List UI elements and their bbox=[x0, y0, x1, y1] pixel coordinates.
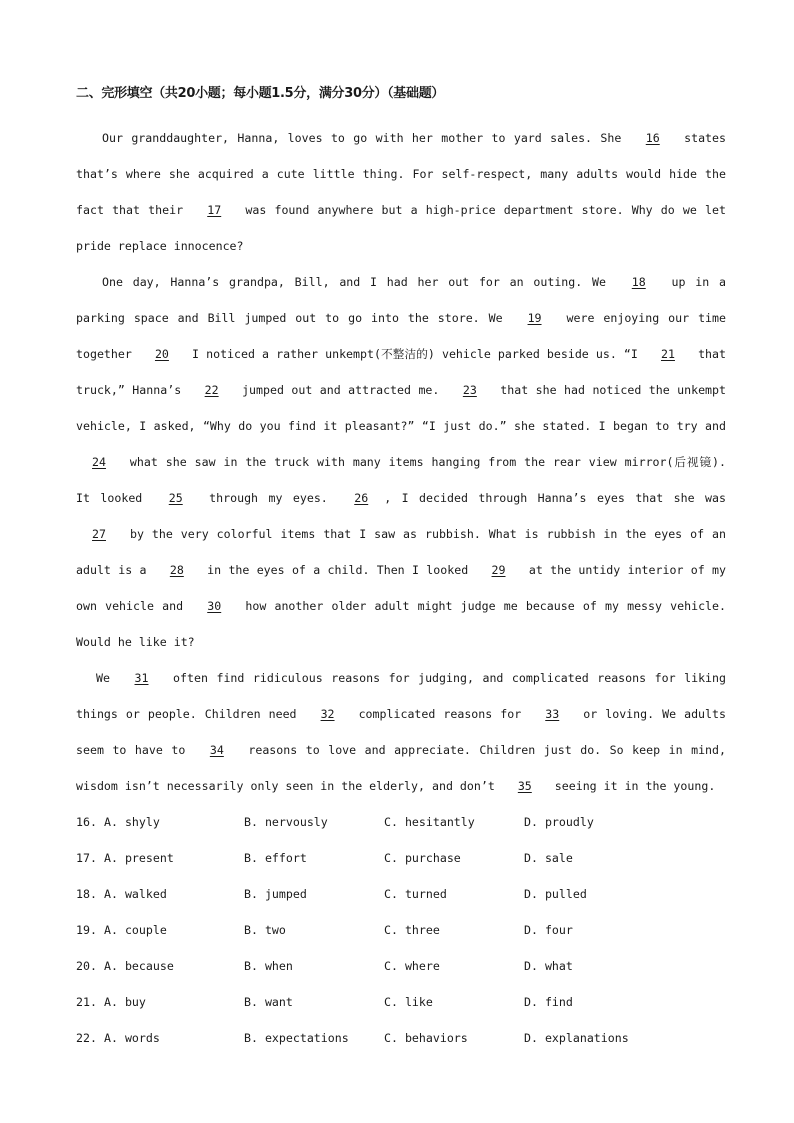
option-a: A. present bbox=[104, 851, 174, 865]
option-c: C. purchase bbox=[384, 851, 461, 865]
text: was found anywhere but a high-price department store. Why do we let pride replace innocence? bbox=[76, 203, 726, 253]
passage-paragraph-2 bbox=[76, 264, 726, 660]
text: at the untidy interior of my own vehicle and bbox=[76, 563, 727, 613]
question-20 bbox=[76, 948, 726, 984]
blank-21: 21 bbox=[660, 347, 675, 361]
option-d: D. what bbox=[524, 959, 573, 973]
option-b: B. want bbox=[244, 995, 293, 1009]
question-number: 16. bbox=[76, 815, 97, 829]
question-number: 20. bbox=[76, 959, 97, 973]
blank-20: 20 bbox=[154, 347, 169, 361]
section-heading: 二、完形填空（共20小题；每小题1.5分，满分30分）（基础题） bbox=[76, 86, 445, 101]
option-d: D. find bbox=[524, 995, 573, 1009]
option-c: C. like bbox=[384, 995, 433, 1009]
text: in the eyes of a child. Then I looked bbox=[199, 563, 476, 577]
text: reasons to love and appreciate. Children just do. So keep in mind, wisdom isn’t necessarily only seen in the elderly, and don’t bbox=[76, 743, 726, 793]
option-b: B. when bbox=[244, 959, 293, 973]
option-c: C. turned bbox=[384, 887, 447, 901]
option-b: B. effort bbox=[244, 851, 307, 865]
text: , I decided through Hanna’s eyes that she was bbox=[384, 491, 726, 505]
text: through my eyes. bbox=[198, 491, 339, 505]
text: by the very colorful items that I saw as rubbish. What is rubbish in the eyes of an adult is a bbox=[76, 527, 726, 577]
text: Our granddaughter, Hanna, loves to go with her mother to yard sales. She bbox=[102, 131, 630, 145]
option-b: B. two bbox=[244, 923, 286, 937]
text: how another older adult might judge me because of my messy vehicle. Would he like it? bbox=[76, 599, 726, 649]
text: seeing it in the young. bbox=[547, 779, 716, 793]
blank-24: 24 bbox=[92, 455, 106, 469]
blank-19: 19 bbox=[527, 311, 542, 325]
text: jumped out and attracted me. bbox=[234, 383, 447, 397]
text: were enjoying our time together bbox=[76, 311, 726, 361]
text: that truck,” Hanna’s bbox=[76, 347, 726, 397]
blank-35: 35 bbox=[517, 779, 532, 793]
option-d: D. pulled bbox=[524, 887, 587, 901]
text: often find ridiculous reasons for judging, and complicated reasons for liking things or people. Children need bbox=[76, 671, 726, 721]
option-d: D. explanations bbox=[524, 1031, 629, 1045]
option-a: A. because bbox=[104, 959, 174, 973]
option-d: D. proudly bbox=[524, 815, 594, 829]
blank-18: 18 bbox=[631, 275, 646, 289]
blank-34: 34 bbox=[209, 743, 224, 757]
option-a: A. shyly bbox=[104, 815, 160, 829]
passage-paragraph-1 bbox=[76, 120, 726, 264]
option-c: C. three bbox=[384, 923, 440, 937]
question-number: 21. bbox=[76, 995, 97, 1009]
option-c: C. behaviors bbox=[384, 1031, 468, 1045]
option-b: B. expectations bbox=[244, 1031, 349, 1045]
text: states that’s where she acquired a cute little thing. For self-respect, many adults would hide the fact that their bbox=[76, 131, 726, 217]
question-17 bbox=[76, 840, 726, 876]
question-number: 18. bbox=[76, 887, 97, 901]
blank-29: 29 bbox=[491, 563, 506, 577]
option-a: A. words bbox=[104, 1031, 160, 1045]
blank-16: 16 bbox=[645, 131, 660, 145]
text: One day, Hanna’s grandpa, Bill, and I had her out for an outing. We bbox=[102, 275, 616, 289]
blank-25: 25 bbox=[168, 491, 183, 505]
blank-23: 23 bbox=[462, 383, 477, 397]
text: I noticed a rather unkempt(不整洁的) vehicle parked beside us. “I bbox=[184, 347, 645, 361]
question-number: 17. bbox=[76, 851, 97, 865]
option-d: D. four bbox=[524, 923, 573, 937]
exam-page bbox=[76, 84, 726, 1056]
question-21 bbox=[76, 984, 726, 1020]
blank-22: 22 bbox=[204, 383, 219, 397]
text: that she had noticed the unkempt vehicle, I asked, “Why do you find it pleasant?” “I just do.” she stated. I began to try and bbox=[76, 383, 726, 433]
blank-27: 27 bbox=[92, 527, 106, 541]
option-d: D. sale bbox=[524, 851, 573, 865]
text: We bbox=[96, 671, 119, 685]
blank-28: 28 bbox=[169, 563, 184, 577]
option-c: C. hesitantly bbox=[384, 815, 475, 829]
blank-30: 30 bbox=[207, 599, 222, 613]
option-c: C. where bbox=[384, 959, 440, 973]
passage-paragraph-3 bbox=[76, 660, 726, 804]
option-a: A. couple bbox=[104, 923, 167, 937]
question-16 bbox=[76, 804, 726, 840]
option-a: A. buy bbox=[104, 995, 146, 1009]
question-number: 22. bbox=[76, 1031, 97, 1045]
option-a: A. walked bbox=[104, 887, 167, 901]
option-b: B. nervously bbox=[244, 815, 328, 829]
text: up in a parking space and Bill jumped out to go into the store. We bbox=[76, 275, 726, 325]
blank-26: 26 bbox=[354, 491, 369, 505]
blank-33: 33 bbox=[545, 707, 560, 721]
question-18 bbox=[76, 876, 726, 912]
text: what she saw in the truck with many items hanging from the rear view mirror(后视镜). It looked bbox=[76, 455, 726, 505]
blank-31: 31 bbox=[134, 671, 149, 685]
option-b: B. jumped bbox=[244, 887, 307, 901]
blank-32: 32 bbox=[320, 707, 335, 721]
question-number: 19. bbox=[76, 923, 97, 937]
question-22 bbox=[76, 1020, 726, 1056]
answer-options bbox=[76, 804, 726, 1056]
blank-17: 17 bbox=[207, 203, 222, 217]
text: or loving. We adults seem to have to bbox=[76, 707, 726, 757]
question-19 bbox=[76, 912, 726, 948]
text: complicated reasons for bbox=[350, 707, 530, 721]
